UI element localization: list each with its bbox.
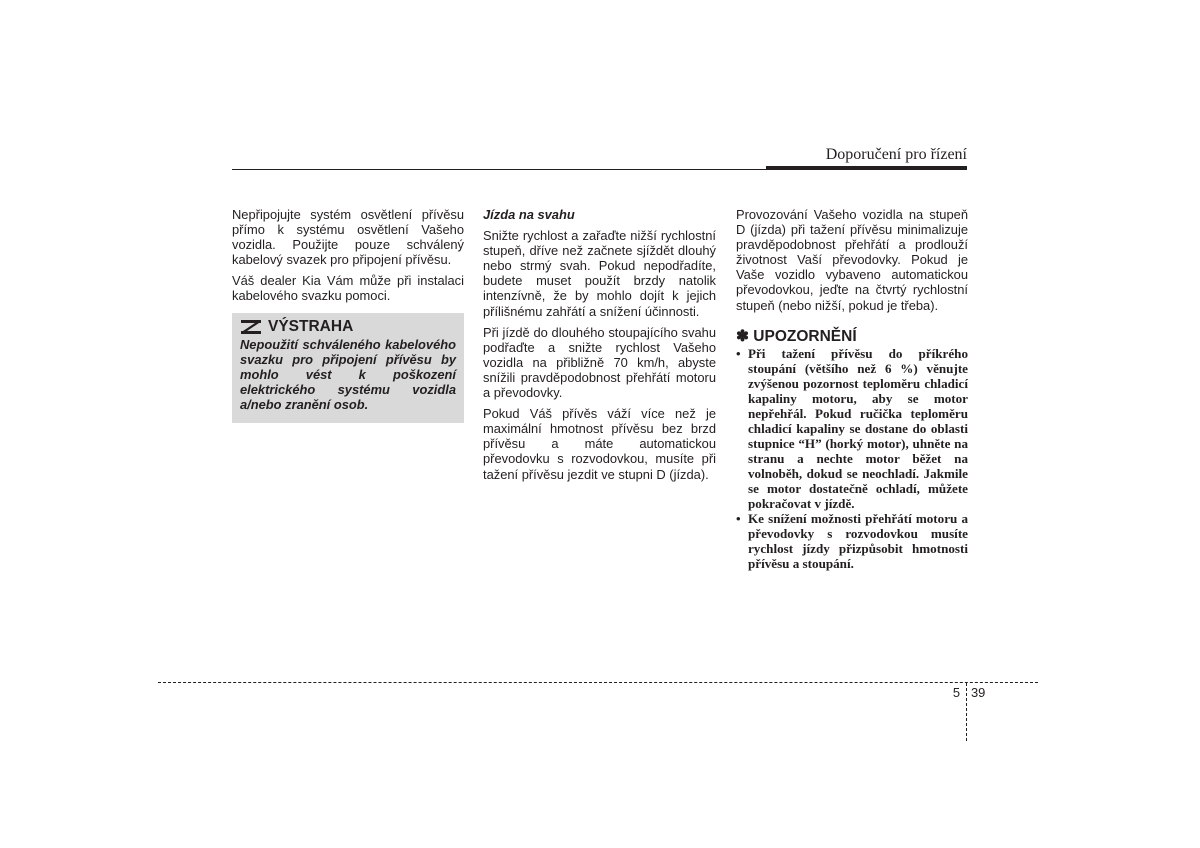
caution-item: • Ke snížení možnosti přehřátí motoru a převodovky s rozvodovkou musíte rychlost jízdy přizpůsobit hmotnosti přívěsu a stoupání.: [736, 511, 968, 571]
footer-dashed-rule: [158, 682, 1038, 683]
column-middle: [483, 207, 716, 488]
subheading: Jízda na svahu: [483, 207, 575, 222]
footer-vertical-dashed-rule: [966, 683, 967, 741]
column-left: [232, 207, 464, 423]
chapter-number: 5: [952, 685, 960, 700]
paragraph: Váš dealer Kia Vám může při instalaci kabelového svazku pomoci.: [232, 273, 464, 304]
warning-slash-icon: [240, 319, 262, 335]
caution-item: • Při tažení přívěsu do příkrého stoupání (většího než 6 %) věnujte zvýšenou pozornost teploměru chladicí kapaliny motoru, aby se motor nepřehřál. Pokud ručička teploměru chladicí kapaliny se dostane do oblasti stupnice “H” (horký motor), uhněte na stranu a nechte motor běžet na volnoběh, dokud se neochladí. Jakmile se motor dostatečně ochladí, můžete pokračovat v jízdě.: [736, 346, 968, 511]
paragraph: Snižte rychlost a zařaďte nižší rychlostní stupeň, dříve než začnete sjíždět dlouhý nebo strmý svah. Pokud nepodřadíte, budete muset použít brzdy natolik intenzívně, že by mohlo dojít k jejich přílišnému zahřátí a snížení účinnosti.: [483, 228, 716, 319]
section-header-title: Doporučení pro řízení: [825, 146, 967, 163]
caution-title: ✽ UPOZORNĚNÍ: [736, 327, 857, 345]
warning-text: Nepoužití schváleného kabelového svazku pro připojení přívěsu by mohlo vést k poškození elektrického systému vozidla a/nebo zranění osob.: [240, 336, 456, 412]
paragraph: Při jízdě do dlouhého stoupajícího svahu podřaďte a snižte rychlost Vašeho vozidla na přibližně 70 km/h, abyste snížili pravděpodobnost přehřátí motoru a převodovky.: [483, 324, 716, 401]
warning-title: [240, 319, 456, 335]
caution-list: [736, 346, 968, 571]
warning-box: [232, 313, 464, 423]
page-number: 39: [971, 685, 986, 700]
paragraph: Nepřipojujte systém osvětlení přívěsu přímo k systému osvětlení Vašeho vozidla. Použijte pouze schválený kabelový svazek pro připojení přívěsu.: [232, 207, 464, 268]
paragraph: Provozování Vašeho vozidla na stupeň D (jízda) při tažení přívěsu minimalizuje pravděpodobnost přehřátí a prodlouží životnost Vaší převodovky. Pokud je Vaše vozidlo vybaveno automatickou převodovkou, jeďte na čtvrtý rychlostní stupeň (nebo nižší, pokud je třeba).: [736, 207, 968, 313]
column-right: [736, 207, 968, 571]
header-bar: [766, 166, 967, 170]
warning-title-text: VÝSTRAHA: [268, 318, 354, 336]
paragraph: Pokud Váš přívěs váží více než je maximální hmotnost přívěsu bez brzd přívěsu a máte automatickou převodovku s rozvodovkou, musíte při tažení přívěsu jezdit ve stupni D (jízda).: [483, 406, 716, 482]
